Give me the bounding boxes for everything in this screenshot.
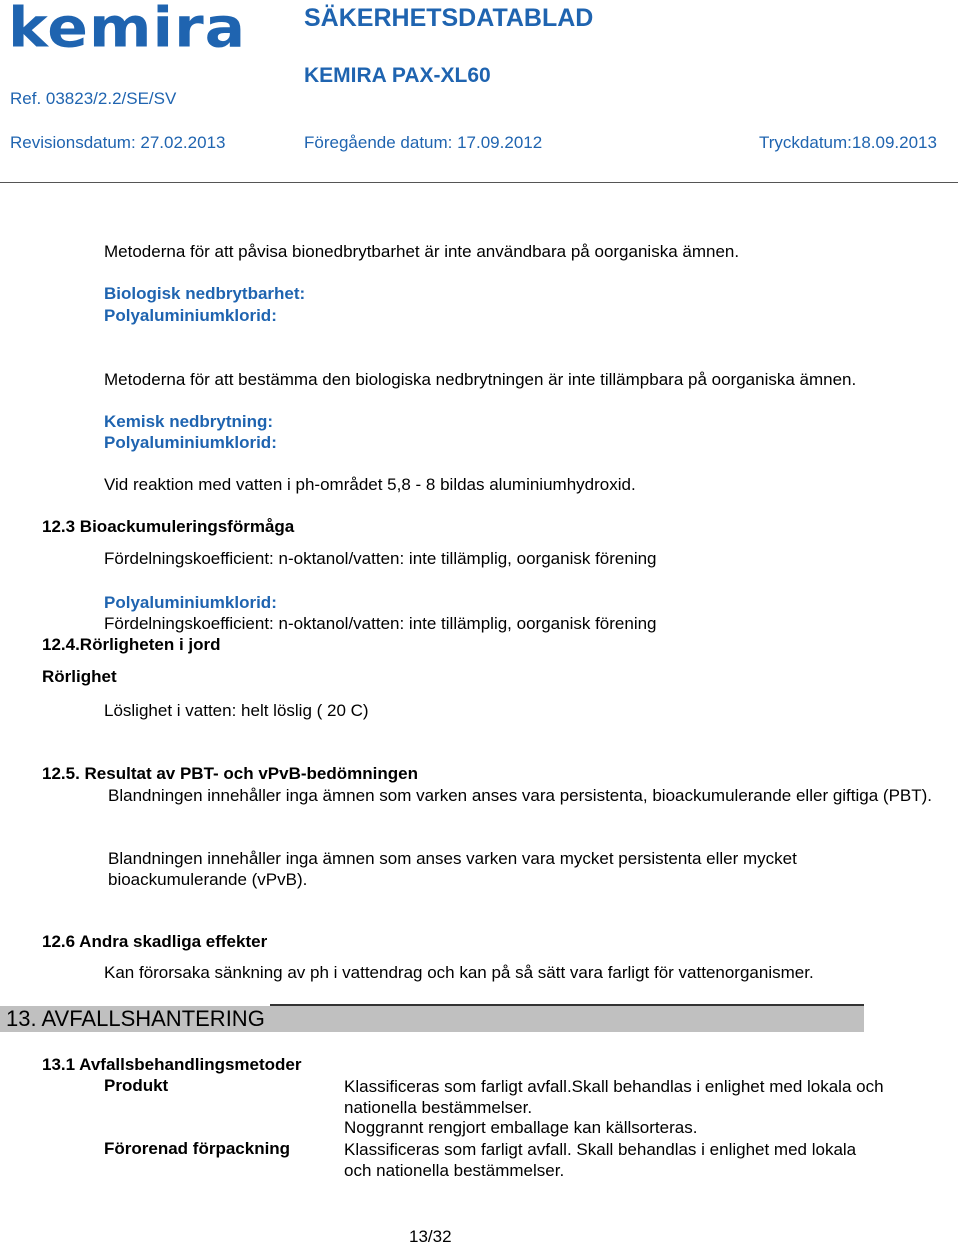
section-12-5-heading: 12.5. Resultat av PBT- och vPvB-bedömningen (42, 764, 418, 783)
section-12-4-heading: 12.4.Rörligheten i jord (42, 635, 221, 654)
product-disposal-text-2: Noggrannt rengjort emballage kan källsorteras. (344, 1118, 698, 1137)
product-name: KEMIRA PAX-XL60 (304, 64, 491, 87)
other-effects-text: Kan förorsaka sänkning av ph i vattendrag och kan på så sätt vara farligt för vattenorganismer. (104, 963, 814, 982)
product-label: Produkt (104, 1076, 169, 1095)
mobility-label: Rörlighet (42, 667, 117, 686)
section-13-rule (270, 1004, 864, 1006)
previous-date: Föregående datum: 17.09.2012 (304, 133, 543, 152)
partition-coefficient-text-2: Fördelningskoefficient: n-oktanol/vatten: inte tillämplig, oorganisk förening (104, 614, 657, 633)
solubility-text: Löslighet i vatten: helt löslig ( 20 C) (104, 701, 369, 720)
chemical-degradation-substance: Polyaluminiumklorid: (104, 433, 277, 452)
biodegradability-method-text: Metoderna för att påvisa bionedbrytbarhet är inte användbara på oorganiska ämnen. (104, 242, 740, 261)
partition-substance: Polyaluminiumklorid: (104, 593, 277, 612)
section-12-3-heading: 12.3 Bioackumuleringsförmåga (42, 517, 295, 536)
biodegradation-method-text: Metoderna för att bestämma den biologiska nedbrytningen är inte tillämpbara på oorganiska ämnen. (104, 370, 857, 389)
packaging-disposal-text: Klassificeras som farligt avfall. Skall behandlas i enlighet med lokala och nationella bestämmelser. (344, 1140, 857, 1180)
vpvb-text: Blandningen innehåller inga ämnen som anses varken vara mycket persistenta eller mycket bioackumulerande (vPvB). (108, 849, 797, 889)
section-13-1-heading: 13.1 Avfallsbehandlingsmetoder (42, 1055, 302, 1074)
section-12-6-heading: 12.6 Andra skadliga effekter (42, 932, 268, 951)
header-divider (0, 182, 958, 183)
chemical-degradation-heading: Kemisk nedbrytning: (104, 412, 274, 431)
biodegradability-substance: Polyaluminiumklorid: (104, 306, 277, 325)
chemical-degradation-text: Vid reaktion med vatten i ph-området 5,8 - 8 bildas aluminiumhydroxid. (104, 475, 636, 494)
partition-coefficient-text: Fördelningskoefficient: n-oktanol/vatten: inte tillämplig, oorganisk förening (104, 549, 657, 568)
page-number: 13/32 (409, 1227, 452, 1246)
revision-date: Revisionsdatum: 27.02.2013 (10, 133, 226, 152)
kemira-logo: kemira (8, 0, 247, 61)
pbt-text: Blandningen innehåller inga ämnen som varken anses vara persistenta, bioackumulerande eller giftiga (PBT). (108, 786, 933, 805)
product-disposal-text: Klassificeras som farligt avfall.Skall behandlas i enlighet med lokala och nationella bestämmelser. (344, 1077, 884, 1117)
document-title: SÄKERHETSDATABLAD (304, 4, 594, 32)
biodegradability-heading: Biologisk nedbrytbarhet: (104, 284, 306, 303)
packaging-label: Förorenad förpackning (104, 1139, 291, 1158)
print-date: Tryckdatum:18.09.2013 (759, 133, 937, 152)
section-13-title: 13. AVFALLSHANTERING (6, 1006, 265, 1031)
reference-number: Ref. 03823/2.2/SE/SV (10, 89, 177, 108)
